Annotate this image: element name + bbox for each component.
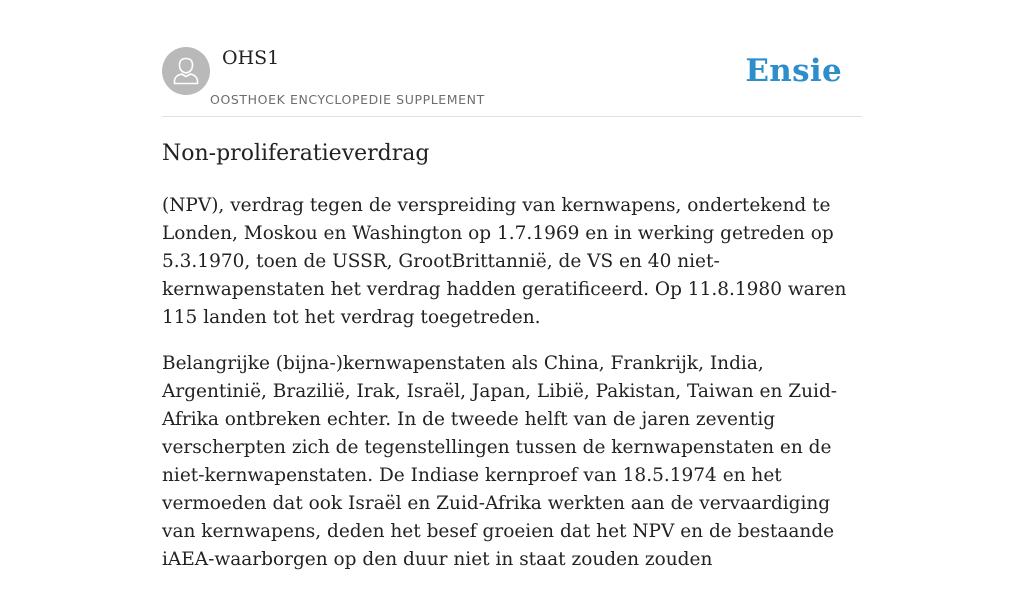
article-title: Non-proliferatieverdrag — [162, 141, 430, 166]
author-avatar[interactable] — [162, 47, 210, 95]
article-paragraph: Belangrijke (bijna-)kernwapenstaten als China, Frankrijk, India, Argentinië, Brazilië, Irak, Israël, Japan, Libië, Pakistan, Taiwan en Zuid-Afrika ontbreken echter. In de tweede helft van de jaren zeventig verscherpten zich de tegenstellingen tussen de kernwapenstaten en de niet-kernwapenstaten. De Indiase kernproef van 18.5.1974 en het vermoeden dat ook Israël en Zuid-Afrika werkten aan de vervaardiging van kernwapens, deden het besef groeien dat het NPV en de bestaande iAEA-waarborgen op den duur niet in staat zouden zouden — [162, 353, 838, 570]
publication-name[interactable]: OOSTHOEK ENCYCLOPEDIE SUPPLEMENT — [210, 92, 485, 107]
article-body — [162, 192, 862, 592]
article-header — [162, 46, 862, 117]
user-icon — [162, 47, 210, 95]
site-logo[interactable]: Ensie — [745, 53, 842, 89]
author-name[interactable]: OHS1 — [222, 47, 280, 69]
article-paragraph: (NPV), verdrag tegen de verspreiding van kernwapens, ondertekend te Londen, Moskou en Washington op 1.7.1969 en in werking getreden op 5.3.1970, toen de USSR, GrootBrittannië, de VS en 40 niet-kernwapenstaten het verdrag hadden geratificeerd. Op 11.8.1980 waren 115 landen tot het verdrag toegetreden. — [162, 195, 847, 328]
